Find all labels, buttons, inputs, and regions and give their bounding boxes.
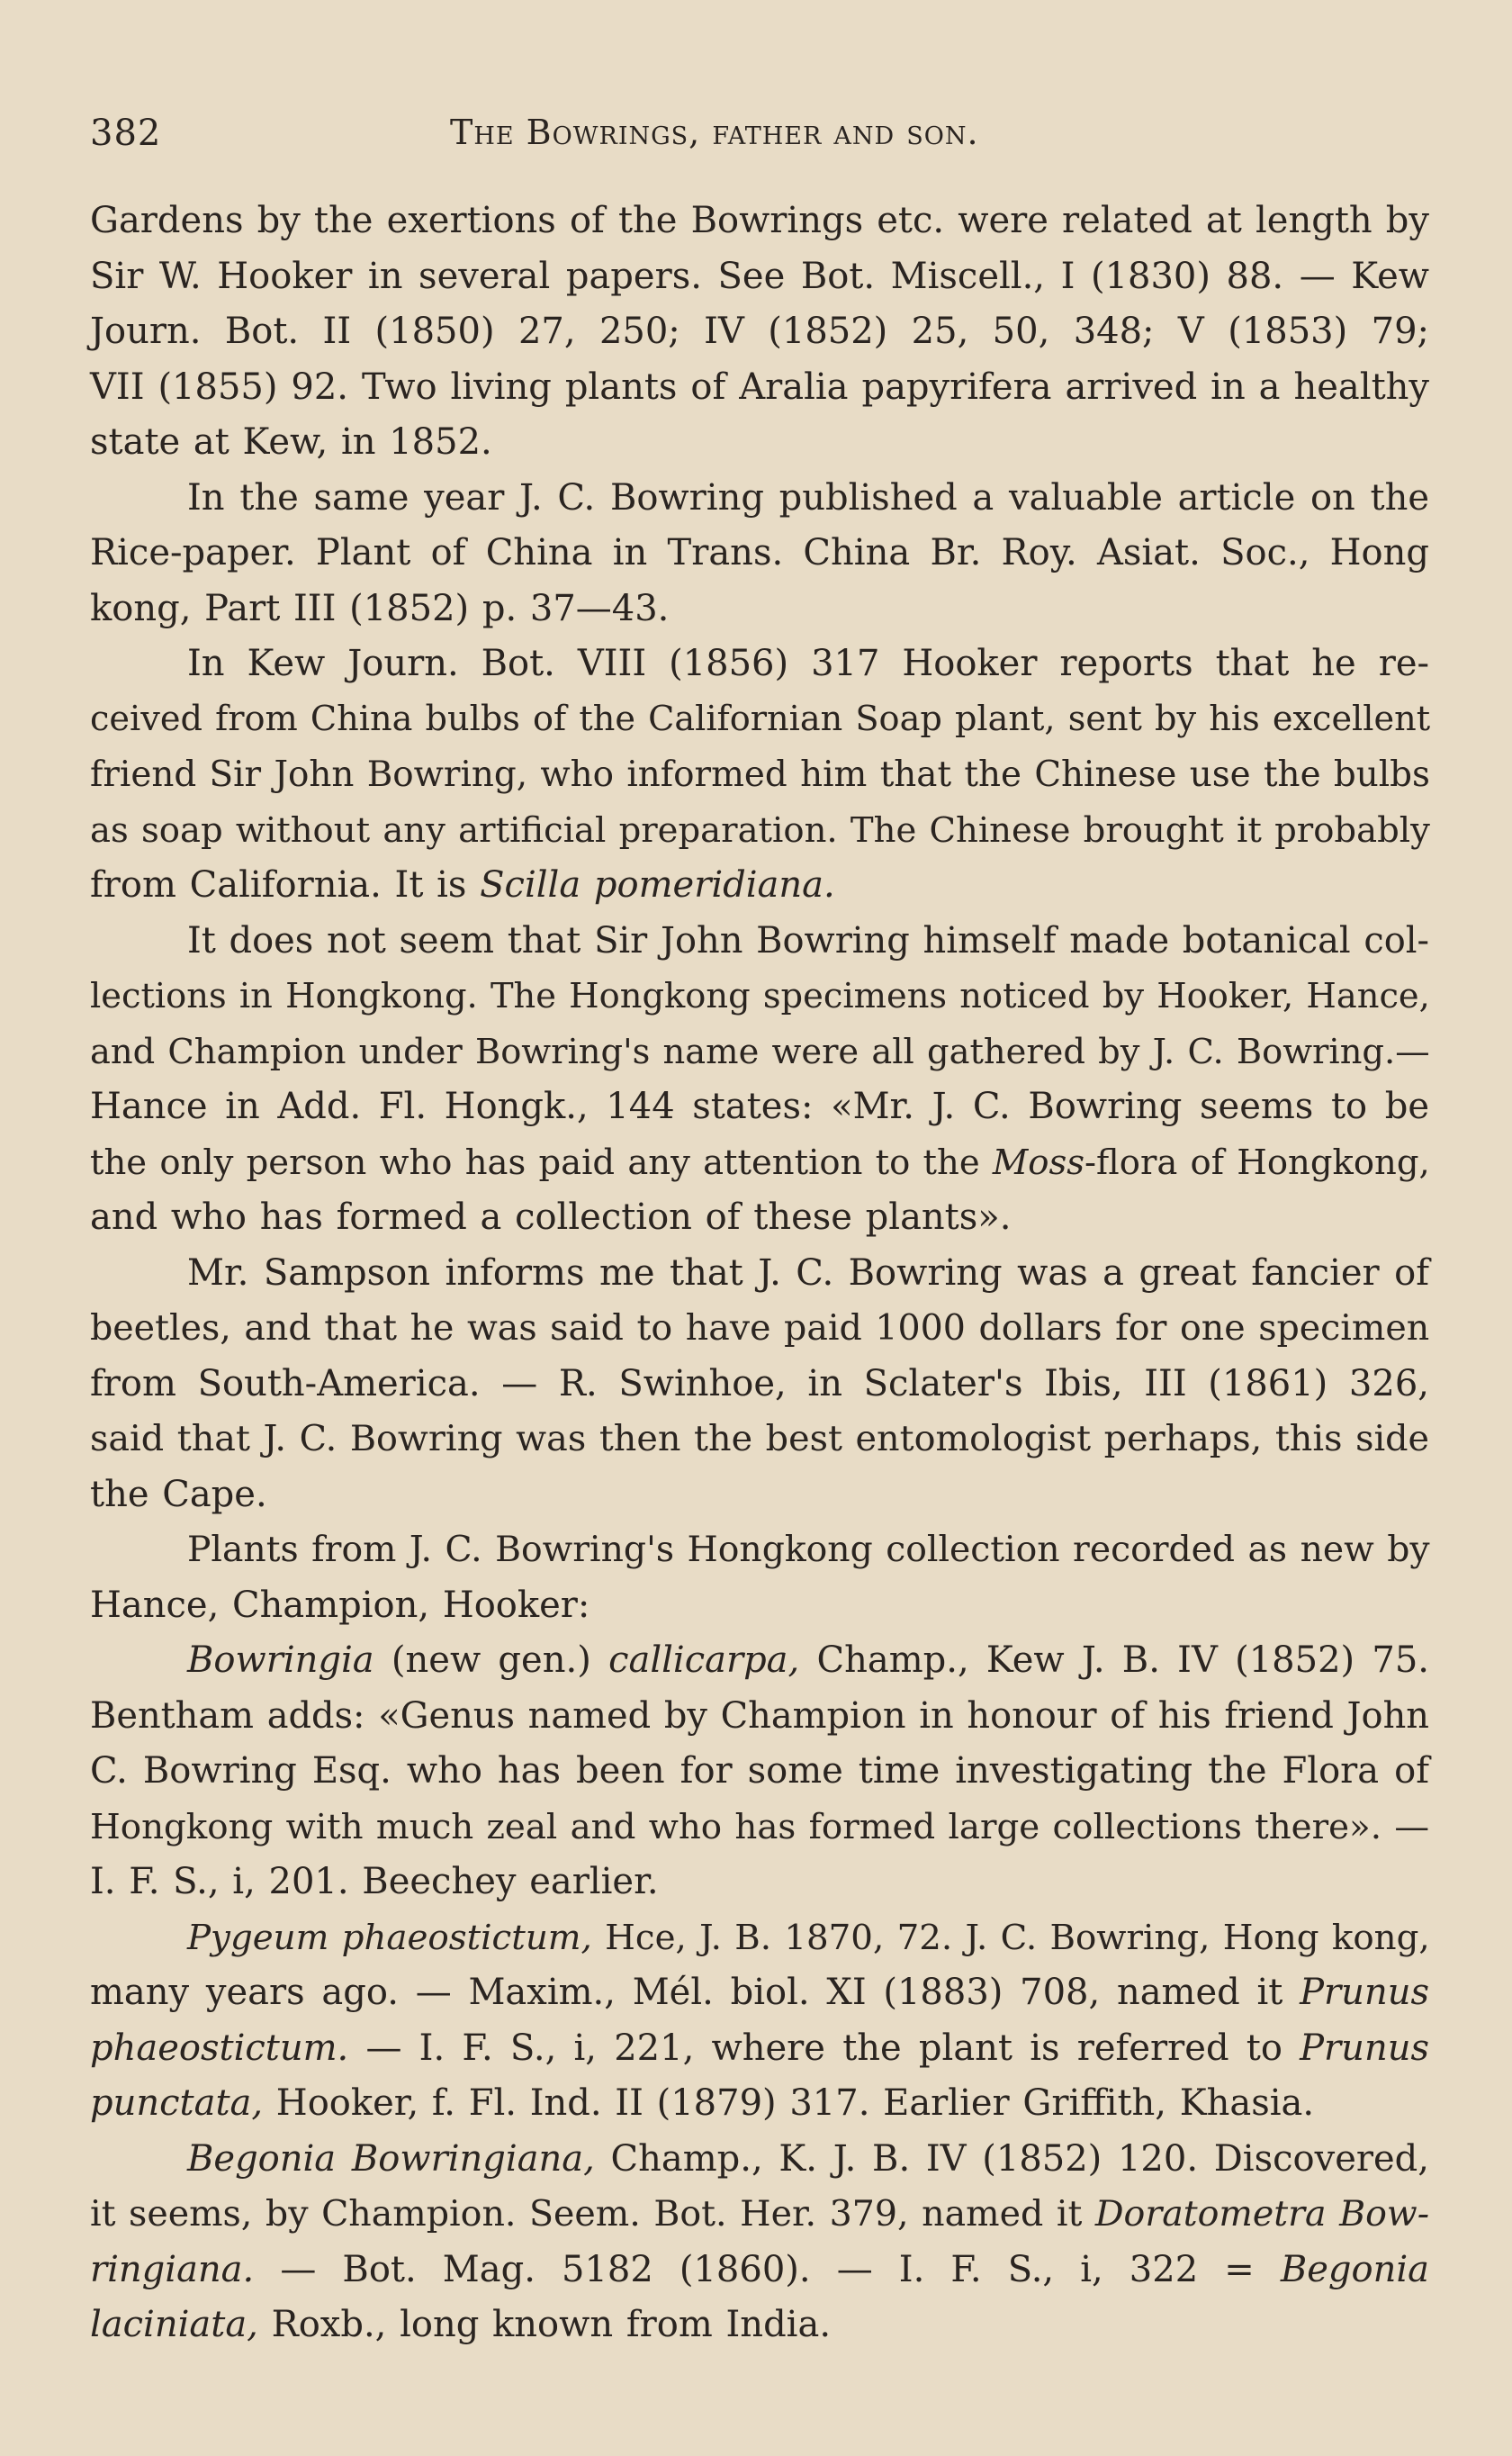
page-header bbox=[90, 113, 1422, 158]
text-line: Hance, Champion, Hooker: bbox=[90, 1584, 590, 1626]
paragraph-start-line: Pygeum phaeostictum, Hce, J. B. 1870, 72. J. C. Bowring, Hong kong, bbox=[187, 1917, 1430, 1958]
running-title: The Bowrings, father and son. bbox=[450, 113, 979, 152]
text-line: Gardens by the exertions of the Bowrings etc. were related at length by bbox=[90, 200, 1429, 241]
text-line: Rice-paper. Plant of China in Trans. China Br. Roy. Asiat. Soc., Hong bbox=[90, 532, 1429, 573]
species-name: Begonia bbox=[1280, 2248, 1429, 2290]
text-line: it seems, by Champion. Seem. Bot. Her. 379, named it Doratometra Bow- bbox=[90, 2193, 1430, 2235]
text-line: ceived from China bulbs of the Californian Soap plant, sent by his excellent bbox=[90, 699, 1431, 739]
text-line: punctata, Hooker, f. Fl. Ind. II (1879) 317. Earlier Griffith, Khasia. bbox=[90, 2082, 1315, 2124]
text-line: lections in Hongkong. The Hongkong specimens noticed by Hooker, Hance, bbox=[90, 976, 1430, 1016]
paragraph-start-line: Mr. Sampson informs me that J. C. Bowring was a great fancier of bbox=[187, 1251, 1429, 1294]
paragraph-start-line: Begonia Bowringiana, Champ., K. J. B. IV (1852) 120. Discovered, bbox=[187, 2137, 1429, 2180]
text-line: Sir W. Hooker in several papers. See Bot. Miscell., I (1830) 88. — Kew bbox=[90, 255, 1429, 297]
text-line: Hance in Add. Fl. Hongk., 144 states: «Mr. J. C. Bowring seems to be bbox=[90, 1086, 1429, 1127]
text-line: Journ. Bot. II (1850) 27, 250; IV (1852) 25, 50, 348; V (1853) 79; bbox=[90, 311, 1429, 352]
text-line: friend Sir John Bowring, who informed him that the Chinese use the bulbs bbox=[90, 754, 1430, 795]
species-name: callicarpa, bbox=[608, 1639, 800, 1681]
text-line: from California. It is Scilla pomeridiana. bbox=[90, 864, 835, 906]
text-line: and who has formed a collection of these plants». bbox=[90, 1196, 1012, 1238]
species-name: Pygeum phaeostictum, bbox=[187, 1917, 592, 1958]
text-line: I. F. S., i, 201. Beechey earlier. bbox=[90, 1861, 659, 1902]
species-name: Doratometra Bow- bbox=[1094, 2193, 1430, 2235]
paragraph-start-line: Plants from J. C. Bowring's Hongkong collection recorded as new by bbox=[187, 1530, 1430, 1570]
paragraph-start-line: It does not seem that Sir John Bowring himself made botanical col- bbox=[187, 919, 1429, 962]
species-name: phaeostictum. bbox=[90, 2027, 349, 2069]
species-name: ringiana. bbox=[90, 2248, 255, 2290]
text-line: C. Bowring Esq. who has been for some time investigating the Flora of bbox=[90, 1750, 1429, 1792]
paragraph-start-line: Bowringia (new gen.) callicarpa, Champ., Kew J. B. IV (1852) 75. bbox=[187, 1639, 1430, 1681]
species-name: Bowringia bbox=[187, 1639, 374, 1681]
text-line: state at Kew, in 1852. bbox=[90, 421, 492, 463]
species-name: laciniata, bbox=[90, 2304, 258, 2345]
text-line: many years ago. — Maxim., Mél. biol. XI (1883) 708, named it Prunus bbox=[90, 1972, 1429, 2013]
text-line: the Cape. bbox=[90, 1473, 267, 1515]
species-name: Begonia Bowringiana, bbox=[187, 2137, 595, 2180]
text-line: the only person who has paid any attention to the Moss-flora of Hongkong, bbox=[90, 1142, 1430, 1183]
text-line: beetles, and that he was said to have paid 1000 dollars for one specimen bbox=[90, 1307, 1430, 1349]
text-line: Hongkong with much zeal and who has formed large collections there». — bbox=[90, 1806, 1430, 1847]
species-name: Prunus bbox=[1300, 2027, 1429, 2069]
italic-term: Moss bbox=[992, 1142, 1085, 1183]
body-text bbox=[90, 194, 1429, 2353]
text-line: from South-America. — R. Swinhoe, in Sclater's Ibis, III (1861) 326, bbox=[90, 1362, 1429, 1404]
page-number: 382 bbox=[90, 113, 162, 154]
text-line: Bentham adds: «Genus named by Champion in honour of his friend John bbox=[90, 1694, 1429, 1737]
text-line: phaeostictum. — I. F. S., i, 221, where the plant is referred to Prunus bbox=[90, 2027, 1429, 2069]
species-name: Prunus bbox=[1300, 1972, 1429, 2013]
text-line: ringiana. — Bot. Mag. 5182 (1860). — I. F. S., i, 322 = Begonia bbox=[90, 2248, 1429, 2290]
text-line: kong, Part III (1852) p. 37—43. bbox=[90, 587, 670, 629]
text-line: laciniata, Roxb., long known from India. bbox=[90, 2304, 832, 2345]
species-name: punctata, bbox=[90, 2082, 264, 2124]
paragraph-start-line: In Kew Journ. Bot. VIII (1856) 317 Hooker reports that he re- bbox=[187, 643, 1429, 684]
paragraph-start-line: In the same year J. C. Bowring published a valuable article on the bbox=[187, 476, 1429, 519]
text-line: VII (1855) 92. Two living plants of Aralia papyrifera arrived in a healthy bbox=[90, 366, 1429, 408]
text-line: and Champion under Bowring's name were all gathered by J. C. Bowring.— bbox=[90, 1031, 1430, 1072]
text-line: as soap without any artificial preparation. The Chinese brought it probably bbox=[90, 809, 1430, 851]
species-name: Scilla pomeridiana. bbox=[480, 864, 835, 906]
text-line: said that J. C. Bowring was then the best entomologist perhaps, this side bbox=[90, 1418, 1430, 1459]
